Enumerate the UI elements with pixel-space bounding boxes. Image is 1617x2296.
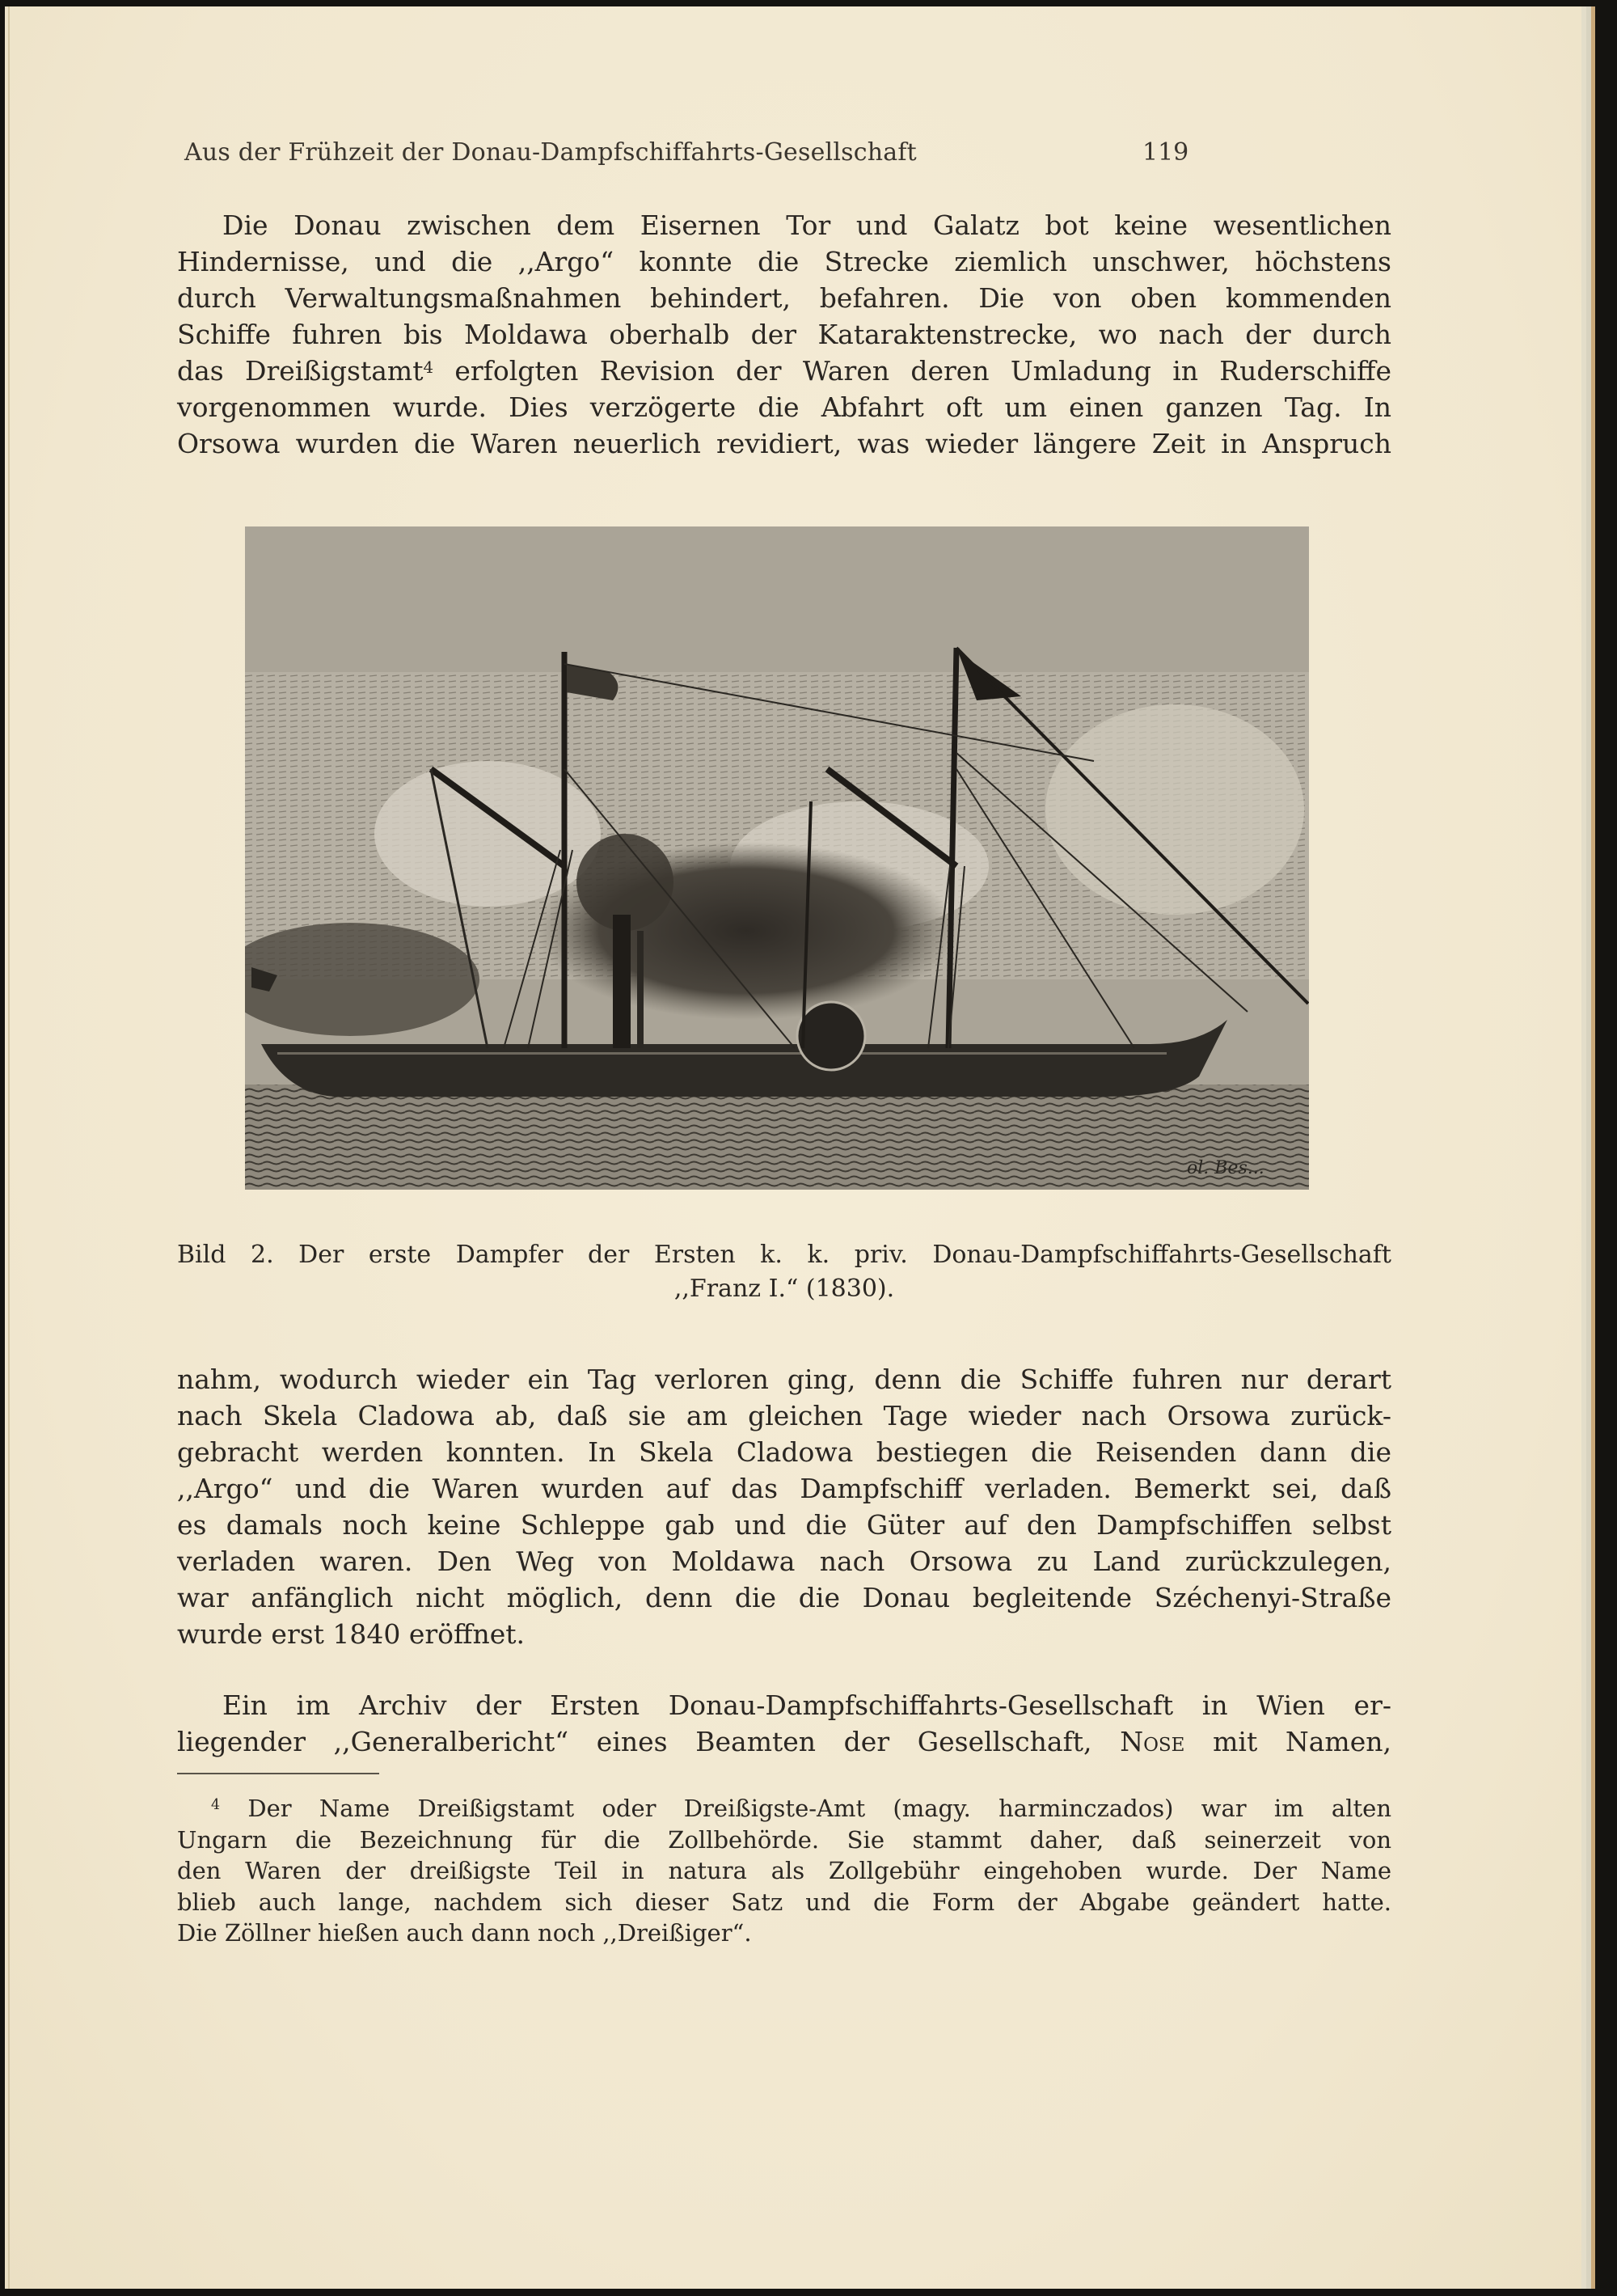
- text-fragment: mit Namen,: [1184, 1726, 1391, 1757]
- text-line: Orsowa wurden die Waren neuerlich revidiert, was wieder längere Zeit in Anspruch: [177, 428, 1391, 459]
- text-line: gebracht werden konnten. In Skela Cladowa bestiegen die Reisenden dann die: [177, 1436, 1391, 1468]
- footnote-marker: 4: [211, 1797, 221, 1813]
- footnote-line: Ungarn die Bezeichnung für die Zollbehörde. Sie stammt daher, daß seinerzeit von: [177, 1825, 1391, 1854]
- text-line: Die Donau zwischen dem Eisernen Tor und Galatz bot keine wesentlichen: [222, 209, 1391, 241]
- text-line: [177, 1723, 1391, 1760]
- footnote-line: den Waren der dreißigste Teil in natura als Zollgebühr eingehoben wurde. Der Name: [177, 1857, 1391, 1884]
- text-line: nach Skela Cladowa ab, daß sie am gleichen Tage wieder nach Orsowa zurück-: [177, 1400, 1391, 1431]
- book-page: [5, 6, 1591, 2289]
- text-line: ,,Argo“ und die Waren wurden auf das Dampfschiff verladen. Bemerkt sei, daß: [177, 1473, 1391, 1504]
- book-cover-edge: [1591, 6, 1595, 2289]
- deck-line: [277, 1052, 1167, 1055]
- figure-caption: [177, 1238, 1391, 1306]
- caption-line: ,,Franz I.“ (1830).: [673, 1275, 895, 1303]
- text-line: [177, 353, 1391, 389]
- text-fragment: Der Name Dreißigstamt oder Dreißigste-Amt (magy. harminczados) war im alten: [247, 1795, 1391, 1822]
- text-line: wurde erst 1840 eröffnet.: [177, 1618, 526, 1650]
- pale-cloud: [1045, 704, 1304, 915]
- page-number: 119: [1142, 138, 1189, 167]
- paragraph: [177, 1687, 1391, 1760]
- footnote-line: [177, 1793, 1391, 1825]
- text-line: vorgenommen wurde. Dies verzögerte die Abfahrt oft um einen ganzen Tag. In: [177, 391, 1391, 423]
- text-line: es damals noch keine Schleppe gab und die Güter auf den Dampfschiffen selbst: [177, 1509, 1391, 1541]
- text-line: nahm, wodurch wieder ein Tag verloren ging, denn die Schiffe fuhren nur derart: [177, 1364, 1391, 1395]
- text-line: Hindernisse, und die ,,Argo“ konnte die Strecke ziemlich unschwer, höchstens: [177, 246, 1391, 277]
- text-line: verladen waren. Den Weg von Moldawa nach Orsowa zu Land zurückzulegen,: [177, 1545, 1391, 1577]
- figure-label: Bild 2.: [177, 1241, 274, 1269]
- running-head: Aus der Frühzeit der Donau-Dampfschiffahrts-Gesellschaft: [184, 138, 917, 167]
- text-fragment: das Dreißigstamt: [177, 355, 424, 387]
- text-line: Schiffe fuhren bis Moldawa oberhalb der Kataraktenstrecke, wo nach der durch: [177, 319, 1391, 350]
- text-fragment: erfolgten Revision der Waren deren Umladung in Ruderschiffe: [454, 355, 1392, 387]
- text-line: Ein im Archiv der Ersten Donau-Dampfschiffahrts-Gesellschaft in Wien er-: [222, 1689, 1391, 1721]
- footnote-divider: [177, 1773, 379, 1774]
- steam-pipe: [637, 931, 644, 1048]
- steamship-engraving: [245, 526, 1309, 1190]
- engraver-signature: ol. Bes...: [1187, 1158, 1264, 1178]
- page-binding-edge: [8, 6, 10, 2289]
- footnote-line: blieb auch lange, nachdem sich dieser Satz und die Form der Abgabe geändert hatte.: [177, 1888, 1391, 1916]
- text-line: durch Verwaltungsmaßnahmen behindert, befahren. Die von oben kommenden: [177, 282, 1391, 314]
- paragraph: [177, 207, 1391, 462]
- paragraph: [177, 1361, 1391, 1652]
- funnel: [613, 915, 631, 1048]
- footnote-reference[interactable]: 4: [423, 358, 434, 377]
- caption-text: Der erste Dampfer der Ersten k. k. priv. Donau-Dampfschiffahrts-Gesellschaft: [298, 1241, 1391, 1269]
- author-name: Nose: [1120, 1726, 1185, 1757]
- caption-line: [177, 1238, 1391, 1272]
- text-fragment: liegender ,,Generalbericht“ eines Beamten der Gesellschaft,: [177, 1726, 1121, 1757]
- footnote-line: Die Zöllner hießen auch dann noch ,,Dreißiger“.: [177, 1919, 752, 1947]
- paddle-wheel-box: [797, 1002, 865, 1070]
- river-water: [245, 1085, 1309, 1190]
- text-line: war anfänglich nicht möglich, denn die die Donau begleitende Széchenyi-Straße: [177, 1582, 1391, 1613]
- ship-illustration: [245, 526, 1309, 1190]
- footnote: [177, 1793, 1391, 1949]
